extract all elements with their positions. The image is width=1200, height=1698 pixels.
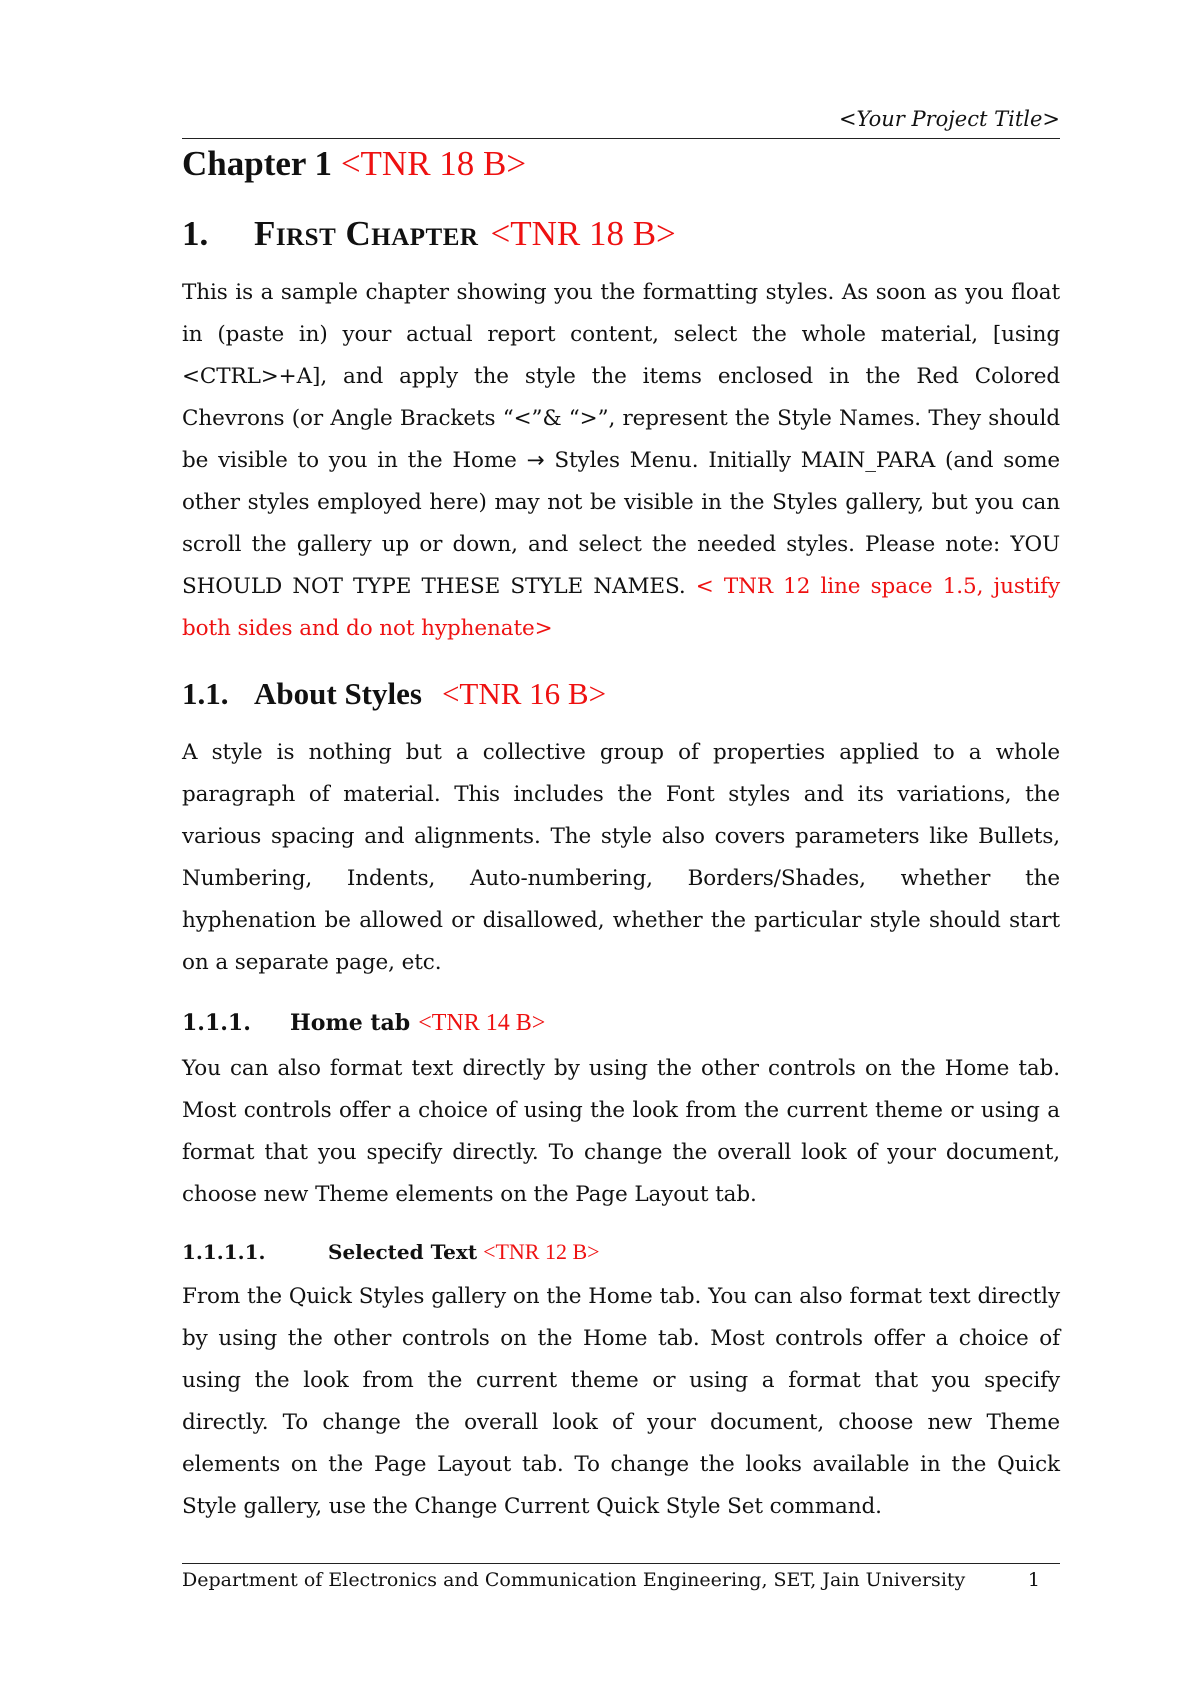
heading-2-style-tag: <TNR 16 B>	[441, 676, 607, 711]
heading-3-number: 1.1.1.	[182, 1010, 251, 1036]
heading-4-style-tag: <TNR 12 B>	[483, 1239, 600, 1264]
footer-department: Department of Electronics and Communication Engineering, SET, Jain University	[182, 1569, 966, 1591]
heading-3	[182, 1006, 1060, 1040]
intro-paragraph	[182, 272, 1060, 650]
heading-1-title: First Chapter	[254, 214, 479, 253]
heading-3-style-tag: <TNR 14 B>	[418, 1010, 546, 1036]
intro-style-note: < TNR 12 line space 1.5, justify both sides and do not hyphenate>	[182, 574, 1060, 641]
selected-text-paragraph: From the Quick Styles gallery on the Home tab. You can also format text directly by using the other controls on the Home tab. Most controls offer a choice of using the look from the current theme or using a format that you specify directly. To change the overall look of your document, choose new Theme elements on the Page Layout tab. To change the looks available in the Quick Style gallery, use the Change Current Quick Style Set command.	[182, 1284, 1060, 1519]
heading-4-title: Selected Text	[328, 1240, 478, 1264]
running-header: <Your Project Title>	[838, 107, 1060, 131]
heading-1	[182, 214, 1060, 254]
footer-rule	[182, 1563, 1060, 1564]
heading-2-title: About Styles	[254, 676, 422, 711]
chapter-label: Chapter 1	[182, 144, 333, 183]
page-footer	[182, 1567, 1040, 1593]
chapter-style-tag: <TNR 18 B>	[340, 144, 527, 183]
intro-text-part2: Styles Menu. Initially MAIN_PARA (and some other styles employed here) may not be visible in the Styles gallery, but you can scroll the gallery up or down, and select the needed styles. Please note: YOU SHOULD NOT TYPE THESE STYLE NAMES.	[182, 448, 1060, 599]
home-paragraph: You can also format text directly by using the other controls on the Home tab. Most controls offer a choice of using the look from the current theme or using a format that you specify directly. To change the overall look of your document, choose new Theme elements on the Page Layout tab.	[182, 1056, 1060, 1207]
page-content	[182, 138, 1060, 1528]
heading-4	[182, 1236, 1060, 1268]
heading-3-title: Home tab	[290, 1010, 411, 1036]
arrow-right-icon: →	[526, 448, 545, 473]
intro-text-part1: This is a sample chapter showing you the formatting styles. As soon as you float in (paste in) your actual report content, select the whole material, [using <CTRL>+A], and apply the style the items enclosed in the Red Colored Chevrons (or Angle Brackets “<”& “>”, represent the Style Names. They should be visible to you in the Home	[182, 280, 1060, 473]
heading-2-number: 1.1.	[182, 676, 229, 711]
heading-4-number: 1.1.1.1.	[182, 1240, 266, 1264]
heading-2	[182, 674, 1060, 714]
page-number: 1	[1027, 1569, 1040, 1591]
heading-1-number: 1.	[182, 214, 209, 253]
styles-paragraph: A style is nothing but a collective group of properties applied to a whole paragraph of material. This includes the Font styles and its variations, the various spacing and alignments. The style also covers parameters like Bullets, Numbering, Indents, Auto-numbering, Borders/Shades, whether the hyphenation be allowed or disallowed, whether the particular style should start on a separate page, etc.	[182, 740, 1060, 975]
heading-1-style-tag: <TNR 18 B>	[490, 214, 676, 253]
chapter-title	[182, 144, 1060, 184]
